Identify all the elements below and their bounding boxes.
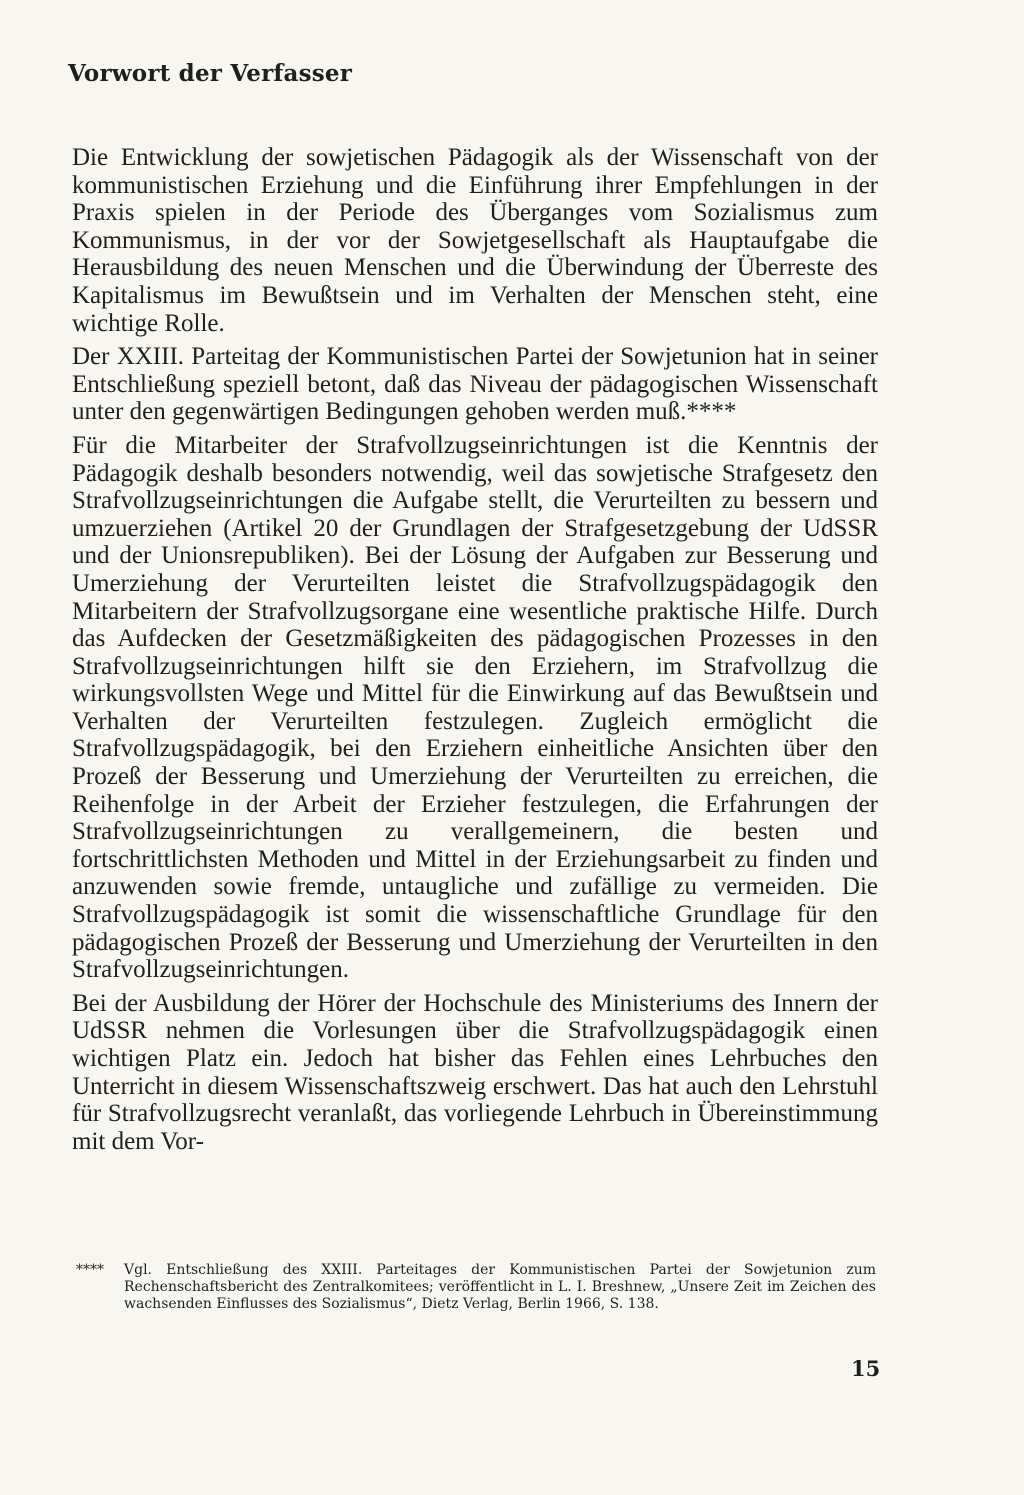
footnote-mark: ****: [76, 1262, 104, 1278]
paragraph: Bei der Ausbildung der Hörer der Hochschule des Ministeriums des Innern der UdSSR nehmen die Vorlesungen über die Strafvollzugspädagogik einen wichtigen Platz ein. Jedoch hat bisher das Fehlen eines Lehrbuches den Unterricht in diesem Wissenschaftszweig erschwert. Das hat auch den Lehrstuhl für Strafvollzugsrecht veranlaßt, das vorliegende Lehrbuch in Übereinstimmung mit dem Vor-: [72, 989, 878, 1155]
footnote-text: Vgl. Entschließung des XXIII. Parteitages der Kommunistischen Partei der Sowjetunion zum Rechenschaftsbericht des Zentralkomitees; veröffentlicht in L. I. Breshnew, „Unsere Zeit im Zeichen des wachsenden Einflusses des Sozialismus“, Dietz Verlag, Berlin 1966, S. 138.: [124, 1262, 876, 1313]
body-text: [72, 144, 878, 1161]
paragraph: Die Entwicklung der sowjetischen Pädagogik als der Wissenschaft von der kommunistischen Erziehung und die Einführung ihrer Empfehlungen in der Praxis spielen in der Periode des Überganges vom Sozialismus zum Kommunismus, in der vor der Sowjetgesellschaft als Hauptaufgabe die Herausbildung des neuen Menschen und die Überwindung der Überreste des Kapitalismus im Bewußtsein und im Verhalten der Menschen steht, eine wichtige Rolle.: [72, 144, 878, 337]
footnote: [76, 1262, 876, 1314]
page-number: 15: [851, 1356, 881, 1381]
paragraph: Für die Mitarbeiter der Strafvollzugseinrichtungen ist die Kenntnis der Pädagogik deshalb besonders notwendig, weil das sowjetische Strafgesetz den Strafvollzugseinrichtungen die Aufgabe stellt, die Verurteilten zu bessern und umzuerziehen (Artikel 20 der Grundlagen der Strafgesetzgebung der UdSSR und der Unionsrepubliken). Bei der Lösung der Aufgaben zur Besserung und Umerziehung der Verurteilten leistet die Strafvollzugspädagogik den Mitarbeitern der Strafvollzugsorgane eine wesentliche praktische Hilfe. Durch das Aufdecken der Gesetzmäßigkeiten des pädagogischen Prozesses in den Strafvollzugseinrichtungen hilft sie den Erziehern, im Strafvollzug die wirkungsvollsten Wege und Mittel für die Einwirkung auf das Bewußtsein und Verhalten der Verurteilten festzulegen. Zugleich ermöglicht die Strafvollzugspädagogik, bei den Erziehern einheitliche Ansichten über den Prozeß der Besserung und Umerziehung der Verurteilten zu erreichen, die Reihenfolge in der Arbeit der Erzieher festzulegen, die Erfahrungen der Strafvollzugseinrichtungen zu verallgemeinern, die besten und fortschrittlichsten Methoden und Mittel in der Erziehungsarbeit zu finden und anzuwenden sowie fremde, untaugliche und zufällige zu vermeiden. Die Strafvollzugspädagogik ist somit die wissenschaftliche Grundlage für den pädagogischen Prozeß der Besserung und Umerziehung der Verurteilten in den Strafvollzugseinrichtungen.: [72, 431, 878, 984]
paragraph: Der XXIII. Parteitag der Kommunistischen Partei der Sowjetunion hat in seiner Entschließung speziell betont, daß das Niveau der pädagogischen Wissenschaft unter den gegenwärtigen Bedingungen gehoben werden muß.****: [72, 343, 878, 426]
page-heading: Vorwort der Verfasser: [68, 60, 353, 87]
